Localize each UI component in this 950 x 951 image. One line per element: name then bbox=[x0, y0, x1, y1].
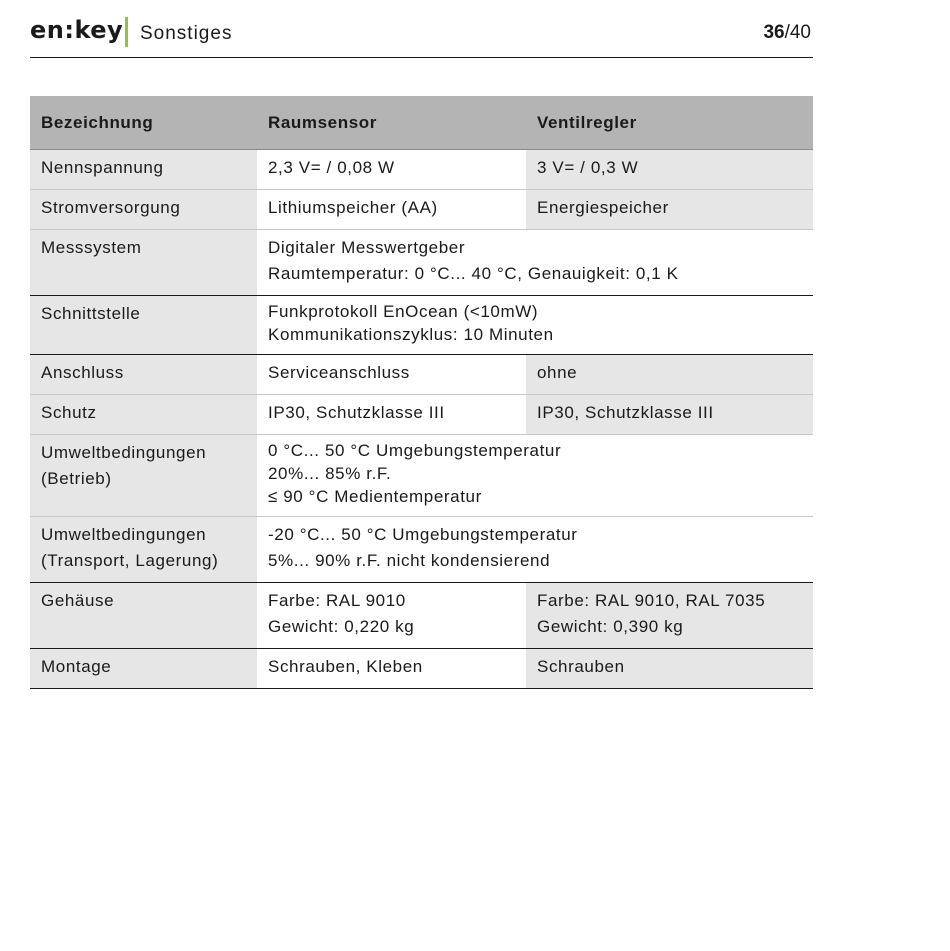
table-row bbox=[30, 296, 813, 355]
table-row bbox=[30, 395, 813, 435]
cell-value-ventilregler bbox=[526, 583, 813, 649]
table-row bbox=[30, 355, 813, 395]
brand-logo: en:key bbox=[30, 16, 124, 44]
cell-label bbox=[30, 355, 257, 395]
cell-value-both bbox=[257, 435, 813, 517]
cell-label bbox=[30, 583, 257, 649]
cell-line: Farbe: RAL 9010 bbox=[268, 591, 406, 610]
cell-line: (Betrieb) bbox=[41, 469, 112, 488]
page-total: /40 bbox=[784, 22, 811, 43]
specs-table bbox=[30, 96, 813, 689]
cell-line: IP30, Schutzklasse III bbox=[537, 403, 714, 422]
cell-label bbox=[30, 649, 257, 689]
cell-value-both bbox=[257, 517, 813, 583]
cell-line: 20%... 85% r.F. bbox=[268, 464, 392, 483]
cell-label bbox=[30, 150, 257, 190]
cell-value-both bbox=[257, 230, 813, 296]
cell-label bbox=[30, 517, 257, 583]
page-header bbox=[30, 14, 813, 58]
cell-line: (Transport, Lagerung) bbox=[41, 551, 219, 570]
cell-value-both bbox=[257, 296, 813, 355]
table-row bbox=[30, 649, 813, 689]
cell-line: Funkprotokoll EnOcean (<10mW) bbox=[268, 302, 539, 321]
cell-line: Gewicht: 0,390 kg bbox=[537, 617, 684, 636]
column-header-raumsensor: Raumsensor bbox=[257, 96, 526, 150]
cell-line: 3 V= / 0,3 W bbox=[537, 158, 639, 177]
cell-line: Energiespeicher bbox=[537, 198, 669, 217]
page-indicator bbox=[763, 22, 811, 44]
cell-line: Serviceanschluss bbox=[268, 363, 410, 382]
page-current: 36 bbox=[763, 22, 785, 43]
cell-line: ohne bbox=[537, 363, 578, 382]
cell-label bbox=[30, 435, 257, 517]
table-row bbox=[30, 190, 813, 230]
cell-label bbox=[30, 190, 257, 230]
cell-label bbox=[30, 395, 257, 435]
cell-value-ventilregler bbox=[526, 150, 813, 190]
cell-line: Gewicht: 0,220 kg bbox=[268, 617, 415, 636]
cell-value-raumsensor bbox=[257, 395, 526, 435]
cell-line: IP30, Schutzklasse III bbox=[268, 403, 445, 422]
column-header-ventilregler: Ventilregler bbox=[526, 96, 813, 150]
cell-line: 5%... 90% r.F. nicht kondensierend bbox=[268, 551, 551, 570]
cell-value-ventilregler bbox=[526, 649, 813, 689]
cell-line: 2,3 V= / 0,08 W bbox=[268, 158, 395, 177]
cell-line: Umweltbedingungen bbox=[41, 443, 207, 462]
cell-line: Gehäuse bbox=[41, 591, 115, 610]
cell-line: Anschluss bbox=[41, 363, 124, 382]
cell-value-ventilregler bbox=[526, 395, 813, 435]
cell-line: Schnittstelle bbox=[41, 304, 141, 323]
cell-line: ≤ 90 °C Medientemperatur bbox=[268, 487, 482, 506]
cell-value-raumsensor bbox=[257, 355, 526, 395]
cell-line: Schutz bbox=[41, 403, 97, 422]
section-title: Sonstiges bbox=[140, 23, 233, 44]
cell-label bbox=[30, 296, 257, 355]
cell-line: 0 °C... 50 °C Umgebungstemperatur bbox=[268, 441, 562, 460]
cell-line: Raumtemperatur: 0 °C... 40 °C, Genauigkeit: 0,1 K bbox=[268, 264, 679, 283]
table-row bbox=[30, 517, 813, 583]
cell-line: Messsystem bbox=[41, 238, 142, 257]
table-row bbox=[30, 230, 813, 296]
cell-line: Schrauben bbox=[537, 657, 625, 676]
cell-line: Farbe: RAL 9010, RAL 7035 bbox=[537, 591, 766, 610]
cell-line: -20 °C... 50 °C Umgebungstemperatur bbox=[268, 525, 578, 544]
cell-value-ventilregler bbox=[526, 355, 813, 395]
cell-line: Digitaler Messwertgeber bbox=[268, 238, 466, 257]
cell-line: Umweltbedingungen bbox=[41, 525, 207, 544]
cell-value-raumsensor bbox=[257, 583, 526, 649]
logo-divider bbox=[125, 17, 128, 47]
table-row bbox=[30, 435, 813, 517]
cell-line: Lithiumspeicher (AA) bbox=[268, 198, 438, 217]
cell-value-raumsensor bbox=[257, 190, 526, 230]
table-row bbox=[30, 583, 813, 649]
table-row bbox=[30, 150, 813, 190]
table-header-row bbox=[30, 96, 813, 150]
table-body bbox=[30, 150, 813, 689]
cell-label bbox=[30, 230, 257, 296]
cell-value-raumsensor bbox=[257, 649, 526, 689]
cell-value-raumsensor bbox=[257, 150, 526, 190]
column-header-bezeichnung: Bezeichnung bbox=[30, 96, 257, 150]
cell-line: Montage bbox=[41, 657, 112, 676]
cell-line: Nennspannung bbox=[41, 158, 164, 177]
cell-value-ventilregler bbox=[526, 190, 813, 230]
cell-line: Kommunikationszyklus: 10 Minuten bbox=[268, 325, 554, 344]
cell-line: Stromversorgung bbox=[41, 198, 181, 217]
cell-line: Schrauben, Kleben bbox=[268, 657, 423, 676]
